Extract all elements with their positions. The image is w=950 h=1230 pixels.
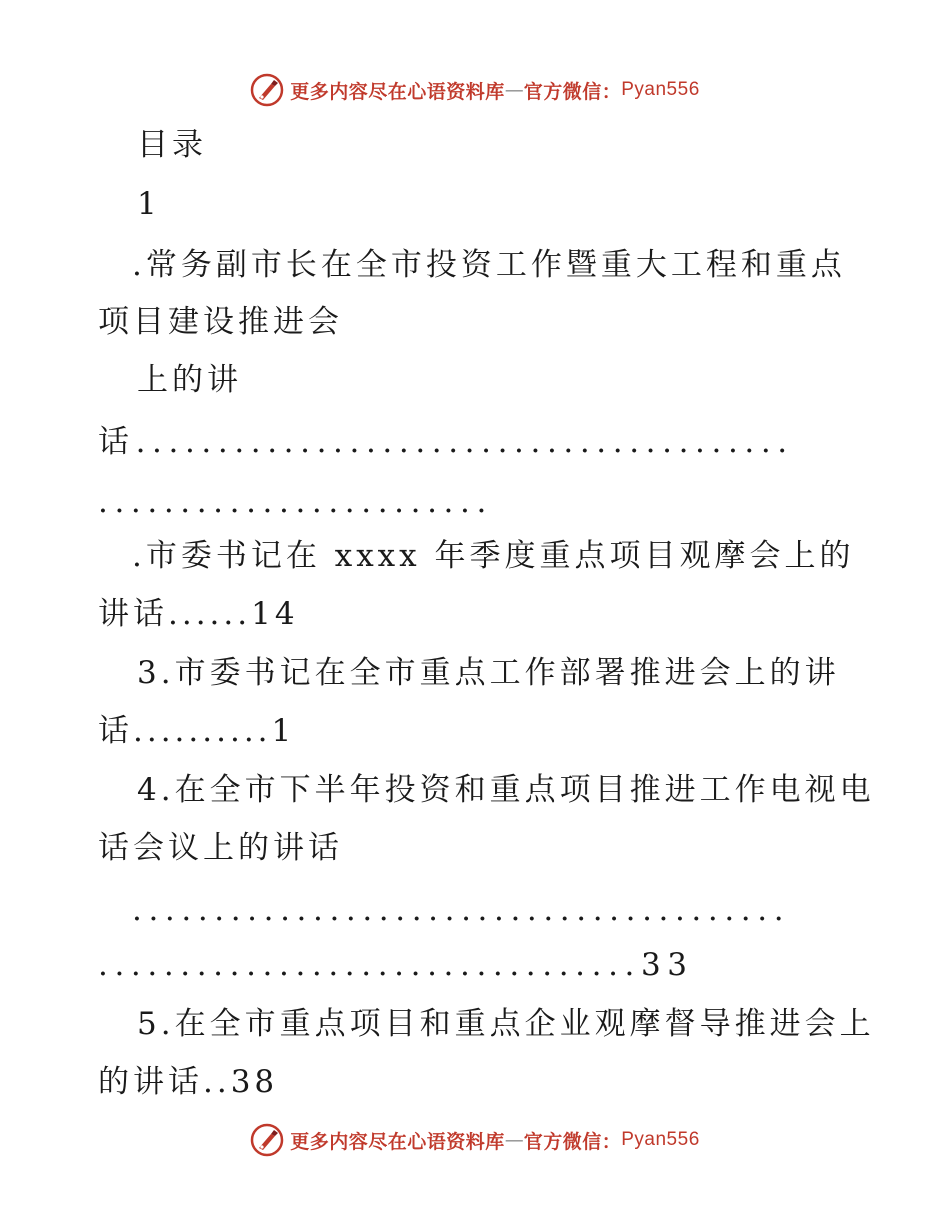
toc-line-1: 1 bbox=[137, 186, 161, 222]
footer-watermark-banner bbox=[0, 1120, 950, 1160]
toc-line-6: ........................ bbox=[98, 484, 493, 520]
banner-wechat-id: Pyan556 bbox=[621, 1129, 700, 1150]
header-watermark-banner bbox=[0, 70, 950, 110]
banner-brand-text: 更多内容尽在心语资料库 bbox=[290, 1130, 505, 1153]
toc-line-4: 上的讲 bbox=[137, 362, 242, 398]
banner-wechat-label: 官方微信： bbox=[523, 80, 622, 103]
toc-line-7: .市委书记在 xxxx 年季度重点项目观摩会上的 bbox=[132, 538, 855, 574]
pen-nib-logo-icon bbox=[250, 73, 284, 107]
pen-nib-logo-icon bbox=[250, 1123, 284, 1157]
banner-dash: — bbox=[504, 79, 524, 101]
toc-line-12: 话会议上的讲话 bbox=[98, 830, 343, 866]
toc-title: 目录 bbox=[137, 127, 207, 163]
toc-line-16: 的讲话..38 bbox=[98, 1064, 279, 1100]
toc-line-2: .常务副市长在全市投资工作暨重大工程和重点 bbox=[132, 247, 846, 283]
toc-line-5: 话........................................ bbox=[98, 424, 794, 460]
toc-line-10: 话..........1 bbox=[98, 713, 296, 749]
toc-line-8: 讲话......14 bbox=[98, 596, 299, 632]
toc-line-3: 项目建设推进会 bbox=[98, 304, 343, 340]
toc-line-13: ........................................ bbox=[132, 892, 791, 928]
toc-line-15: 5.在全市重点项目和重点企业观摩督导推进会上 bbox=[137, 1006, 875, 1042]
toc-line-14: .................................33 bbox=[98, 947, 694, 983]
toc-line-11: 4.在全市下半年投资和重点项目推进工作电视电 bbox=[137, 772, 875, 808]
banner-brand-text: 更多内容尽在心语资料库 bbox=[290, 80, 505, 103]
banner-wechat-id: Pyan556 bbox=[621, 79, 700, 100]
toc-line-9: 3.市委书记在全市重点工作部署推进会上的讲 bbox=[137, 655, 840, 691]
banner-dash: — bbox=[504, 1129, 524, 1151]
banner-wechat-label: 官方微信： bbox=[523, 1130, 622, 1153]
